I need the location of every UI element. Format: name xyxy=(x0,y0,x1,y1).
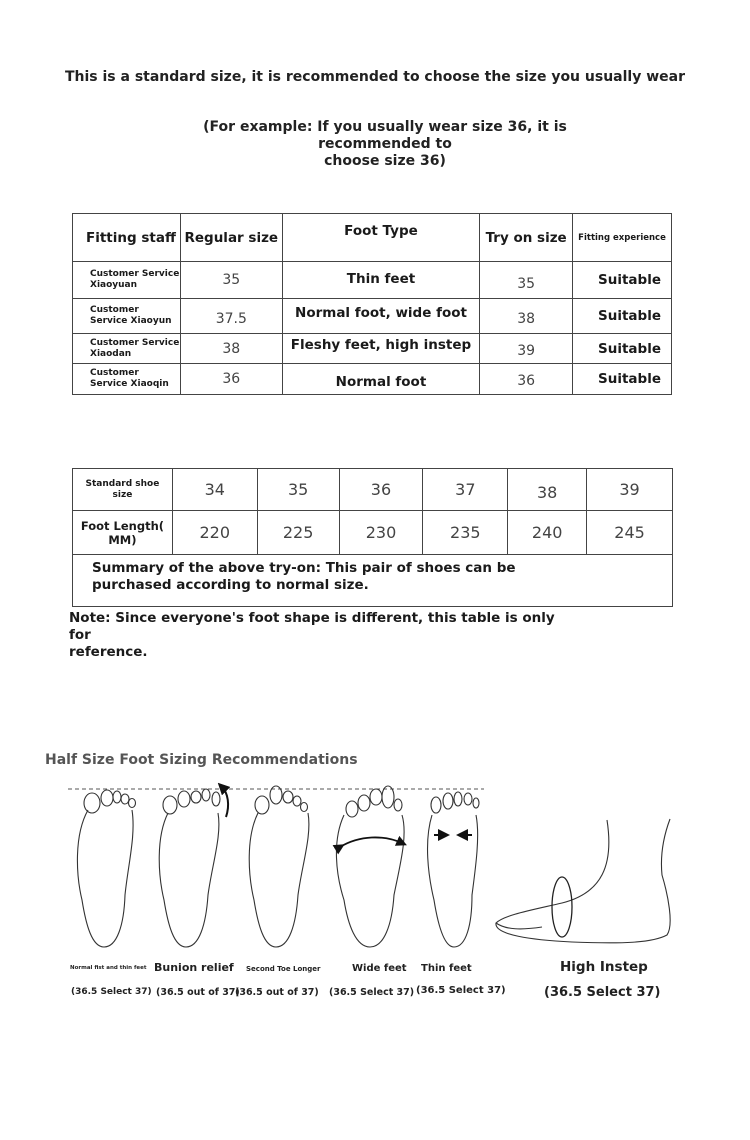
length-cell: 235 xyxy=(423,511,508,555)
staff-line: Xiaodan xyxy=(90,348,132,359)
foot-type-recommendation: (36.5 out of 37) xyxy=(235,987,319,998)
regular-size-cell: 36 xyxy=(180,364,282,395)
staff-line: Customer Service xyxy=(90,269,180,279)
foot-illustrations xyxy=(62,775,687,960)
staff-cell xyxy=(73,364,181,395)
intro-line-1: This is a standard size, it is recommended to choose the size you usually wear xyxy=(64,69,685,85)
label-line: MM) xyxy=(108,532,137,547)
length-row xyxy=(73,511,673,555)
intro-line-2a: (For example: If you usually wear size 36, it is recommended to xyxy=(203,119,567,152)
foot-type-recommendation: (36.5 Select 37) xyxy=(544,985,661,1000)
foot-type-label: Normal fist and thin feet xyxy=(70,965,147,971)
half-size-title: Half Size Foot Sizing Recommendations xyxy=(45,752,358,768)
staff-line: Customer xyxy=(90,368,139,378)
length-cell: 230 xyxy=(339,511,423,555)
foot-type-label: Thin feet xyxy=(421,963,472,974)
foot-length-label xyxy=(73,511,173,555)
header-foot-type: Foot Type xyxy=(282,214,480,262)
staff-line: Xiaoyuan xyxy=(90,280,138,290)
note-line: reference. xyxy=(69,644,148,660)
foot-type-cell: Normal foot xyxy=(282,364,480,395)
size-cell: 35 xyxy=(257,469,339,511)
foot-type-label: Wide feet xyxy=(352,963,407,974)
regular-size-cell: 37.5 xyxy=(180,299,282,334)
length-cell: 240 xyxy=(508,511,587,555)
bunion-foot-icon xyxy=(159,787,228,947)
second-toe-foot-icon xyxy=(249,786,309,947)
fitting-header-row xyxy=(73,214,672,262)
summary-cell xyxy=(73,555,673,607)
thin-foot-icon xyxy=(428,792,479,947)
foot-type-recommendation: (36.5 Select 37) xyxy=(71,987,152,997)
size-row xyxy=(73,469,673,511)
try-on-cell: 35 xyxy=(480,262,573,299)
foot-type-label: Bunion relief xyxy=(154,961,234,974)
label-line: Standard shoe xyxy=(85,478,160,489)
header-try-on-size: Try on size xyxy=(480,214,573,262)
size-cell: 37 xyxy=(423,469,508,511)
size-table xyxy=(72,468,673,607)
staff-cell xyxy=(73,262,181,299)
label-line: size xyxy=(112,489,133,500)
size-cell: 38 xyxy=(508,469,587,511)
foot-type-cell: Normal foot, wide foot xyxy=(282,299,480,334)
intro-example xyxy=(160,119,610,170)
regular-size-cell: 38 xyxy=(180,334,282,364)
regular-size-cell: 35 xyxy=(180,262,282,299)
try-on-cell: 36 xyxy=(480,364,573,395)
try-on-cell: 38 xyxy=(480,299,573,334)
foot-type-cell: Thin feet xyxy=(282,262,480,299)
foot-type-recommendation: (36.5 Select 37) xyxy=(416,985,506,996)
table-row xyxy=(73,262,672,299)
length-cell: 245 xyxy=(587,511,673,555)
staff-cell xyxy=(73,299,181,334)
standard-size-label xyxy=(73,469,173,511)
header-fitting-staff: Fitting staff xyxy=(73,214,181,262)
experience-cell: Suitable xyxy=(573,299,672,334)
summary-row xyxy=(73,555,673,607)
table-row xyxy=(73,299,672,334)
length-cell: 220 xyxy=(172,511,257,555)
table-row xyxy=(73,334,672,364)
size-cell: 34 xyxy=(172,469,257,511)
size-cell: 36 xyxy=(339,469,423,511)
length-cell: 225 xyxy=(257,511,339,555)
staff-line: Service Xiaoqin xyxy=(90,379,169,389)
intro-line-2b: choose size 36) xyxy=(324,153,446,169)
foot-type-cell: Fleshy feet, high instep xyxy=(282,334,480,364)
table-row xyxy=(73,364,672,395)
note xyxy=(69,610,559,661)
header-regular-size: Regular size xyxy=(180,214,282,262)
size-cell: 39 xyxy=(587,469,673,511)
summary-line: Summary of the above try-on: This pair of shoes can be xyxy=(92,560,516,576)
staff-line: Customer xyxy=(90,305,139,315)
note-line: Note: Since everyone's foot shape is different, this table is only for xyxy=(69,610,555,643)
experience-cell: Suitable xyxy=(573,262,672,299)
high-instep-foot-icon xyxy=(496,819,670,943)
experience-cell: Suitable xyxy=(573,334,672,364)
header-fitting-experience: Fitting experience xyxy=(573,214,672,262)
normal-foot-icon xyxy=(77,790,135,947)
staff-line: Customer Service xyxy=(90,337,180,348)
foot-type-label: High Instep xyxy=(560,959,648,975)
staff-cell xyxy=(73,334,181,364)
staff-line: Service Xiaoyun xyxy=(90,316,172,326)
experience-cell: Suitable xyxy=(573,364,672,395)
try-on-cell: 39 xyxy=(480,334,573,364)
foot-type-recommendation: (36.5 out of 37) xyxy=(156,987,240,998)
summary-line: purchased according to normal size. xyxy=(92,577,369,593)
fitting-table xyxy=(72,213,672,395)
label-line: Foot Length( xyxy=(80,518,165,533)
foot-type-recommendation: (36.5 Select 37) xyxy=(329,987,415,998)
wide-foot-icon xyxy=(336,786,404,947)
foot-type-label: Second Toe Longer xyxy=(246,965,321,973)
